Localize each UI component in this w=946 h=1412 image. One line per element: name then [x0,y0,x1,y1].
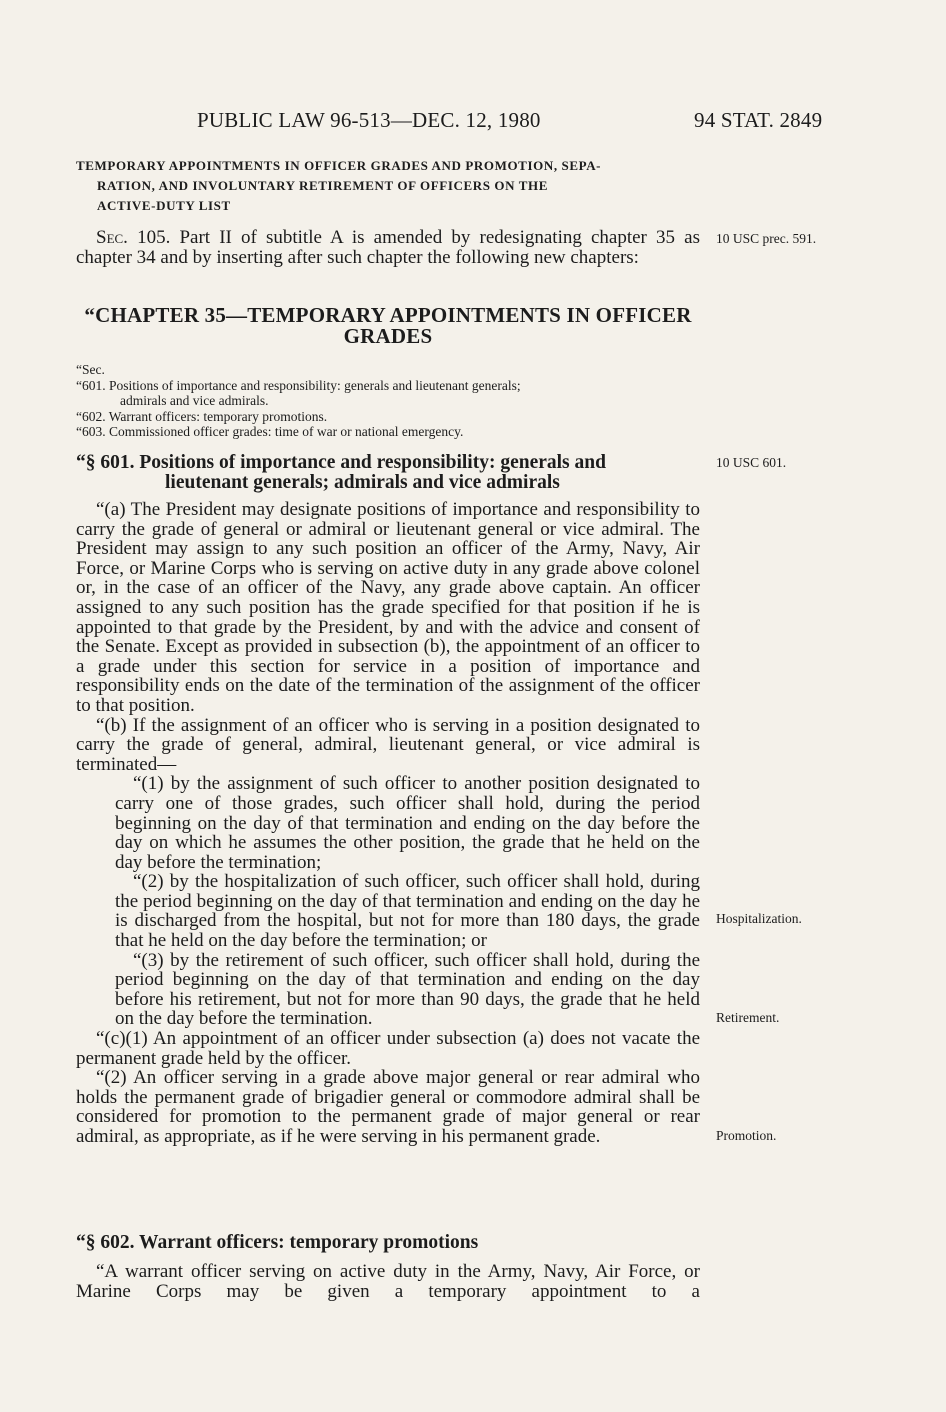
sec-label: Sec. [96,227,128,248]
paragraph-b3: “(3) by the retirement of such officer, such officer shall hold, during the period beginning on the day of that termination and ending on the day before his retirement, but not for more than 90 days, the grade that he held on the day before the termination. [115,949,700,1030]
title-line-2: RATION, AND INVOLUNTARY RETIREMENT OF OFFICERS ON THE [97,178,548,193]
chapter-title [76,305,700,347]
subsection-b: “(b) If the assignment of an officer who is serving in a position designated to carry the grade of general, admiral, lieutenant general, or vice admiral is terminated— [76,714,700,775]
subsection-c2: “(2) An officer serving in a grade above major general or rear admiral who holds the permanent grade of brigadier general or commodore admiral shall be considered for promotion to the permanent grade of major general or rear admiral, as appropriate, as if he were serving in his permanent grade. [76,1067,700,1147]
margin-note-hospitalization: Hospitalization. [716,911,802,926]
chapter-title-line-1: “CHAPTER 35—TEMPORARY APPOINTMENTS IN OFFICER [84,303,692,327]
toc-item: “601. Positions of importance and responsibility: generals and lieutenant generals; [76,377,521,393]
section-601-heading-line-1: “§ 601. Positions of importance and responsibility: generals and [76,452,606,473]
title-line-3: ACTIVE-DUTY LIST [97,198,231,213]
paragraph-b1: “(1) by the assignment of such officer to another position designated to carry one of those grades, such officer shall hold, during the period beginning on the day of that termination and ending on the day before the day on which he assumes the other position, the grade that he held on the day before the termination; [115,773,700,873]
section-602-body [76,1262,700,1301]
toc-item: “602. Warrant officers: temporary promotions. [76,408,328,424]
subsection-c1: “(c)(1) An appointment of an officer under subsection (a) does not vacate the permanent grade held by the officer. [76,1028,700,1069]
margin-note-promotion: Promotion. [716,1128,777,1143]
subsection-a: “(a) The President may designate positions of importance and responsibility to carry the grade of general or admiral or lieutenant general or vice admiral. The President may assign to any such position an officer of the Army, Navy, Air Force, or Marine Corps who is serving on active duty in any grade above colonel or, in the case of an officer of the Navy, any grade above captain. An officer assigned to any such position has the grade specified for that position if he is appointed to that grade by the President, by and with the advice and consent of the Senate. Except as provided in subsection (b), the appointment of an officer to a grade under this section for service in a position of importance and responsibility ends on the date of the termination of the assignment of the officer to that position. [76,499,700,716]
margin-note-retirement: Retirement. [716,1010,780,1025]
section-601-body [76,500,700,1147]
section-601-heading [76,453,700,493]
margin-note-usc-prec-591: 10 USC prec. 591. [716,231,817,246]
running-header-law: PUBLIC LAW 96-513—DEC. 12, 1980 [197,108,541,132]
chapter-title-line-2: GRADES [343,324,433,348]
section-602-heading: “§ 602. Warrant officers: temporary promotions [76,1232,479,1253]
section-601-heading-line-2: lieutenant generals; admirals and vice admirals [165,472,560,493]
title-block [76,156,700,216]
table-of-sections [76,362,700,440]
running-header-stat: 94 STAT. 2849 [694,108,823,132]
title-line-1: TEMPORARY APPOINTMENTS IN OFFICER GRADES AND PROMOTION, SEPA- [76,158,602,173]
sec-105-paragraph [76,228,700,267]
toc-item-continuation: admirals and vice admirals. [120,393,269,408]
margin-note-usc-601: 10 USC 601. [716,455,787,470]
sec-105-text: 105. Part II of subtitle A is amended by redesignating chapter 35 as chapter 34 and by inserting after such chapter the following new chapters: [76,227,700,268]
section-602-text: “A warrant officer serving on active duty in the Army, Navy, Air Force, or Marine Corps may be given a temporary appointment to a [76,1261,700,1302]
paragraph-b2: “(2) by the hospitalization of such officer, such officer shall hold, during the period beginning on the day of that termination and ending on the day he is discharged from the hospital, but not for more than 180 days, the grade that he held on the day before the termination; or [115,871,700,952]
toc-sec-label: “Sec. [76,362,105,377]
toc-item: “603. Commissioned officer grades: time of war or national emergency. [76,424,464,439]
